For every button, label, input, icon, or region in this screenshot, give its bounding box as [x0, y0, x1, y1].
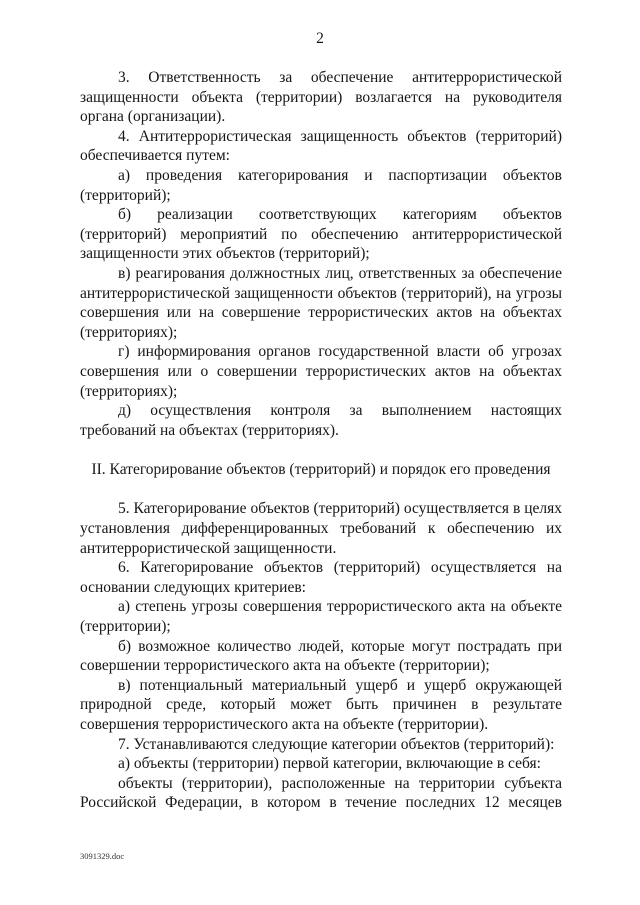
paragraph-4: 4. Антитеррористическая защищенность объектов (территорий) обеспечивается путем:	[80, 127, 562, 165]
list-item-4d: д) осуществления контроля за выполнением настоящих требований на объектах (территориях).	[80, 402, 562, 439]
document-filename: 3091329.doc	[80, 851, 125, 861]
paragraph-3: 3. Ответственность за обеспечение антитеррористической защищенности объекта (территории) возлагается на руководителя органа (организации).	[80, 69, 562, 126]
paragraph-5: 5. Категорирование объектов (территорий) осуществляется в целях установления дифференцированных требований к обеспечению их антитеррористической защищенности.	[80, 500, 562, 557]
list-item-6a: а) степень угрозы совершения террористического акта на объекте (территории);	[80, 598, 562, 636]
list-item-4v: в) реагирования должностных лиц, ответственных за обеспечение антитеррористической защищенности объектов (территорий), на угрозы совершения или на совершение террористических актов на объектах (территориях);	[80, 264, 562, 341]
list-item-6b: б) возможное количество людей, которые могут пострадать при совершении террористического акта на объекте (территории);	[80, 637, 562, 675]
page-number: 2	[316, 30, 324, 47]
document-body	[80, 68, 562, 813]
paragraph-6: 6. Категорирование объектов (территорий) осуществляется на основании следующих критериев:	[80, 559, 562, 596]
list-item-4a: а) проведения категорирования и паспортизации объектов (территорий);	[80, 166, 562, 204]
list-item-4b: б) реализации соответствующих категориям объектов (территорий) мероприятий по обеспечению антитеррористической защищенности этих объектов (территорий);	[80, 206, 562, 263]
list-item-4g: г) информирования органов государственной власти об угрозах совершения или о совершении террористических актов на объектах (территориях);	[80, 343, 562, 400]
list-item-7a: а) объекты (территории) первой категории, включающие в себя:	[118, 755, 541, 773]
paragraph-7: 7. Устанавливаются следующие категории объектов (территорий):	[118, 735, 555, 753]
paragraph-7a-continued: объекты (территории), расположенные на территории субъекта Российской Федерации, в котором в течение последних 12 месяцев	[80, 774, 562, 812]
section-heading-2: II. Категорирование объектов (территорий) и порядок его проведения	[91, 460, 551, 478]
list-item-6v: в) потенциальный материальный ущерб и ущерб окружающей природной среде, который может быть причинен в результате совершения террористического акта на объекте (территории).	[80, 676, 562, 733]
